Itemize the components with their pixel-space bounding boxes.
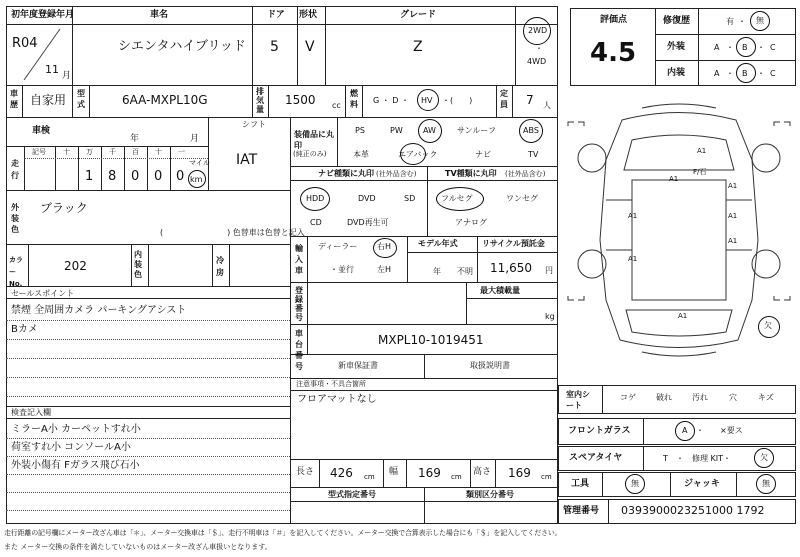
equip-abs: ABS xyxy=(523,126,539,135)
evaluation-score: 4.5 xyxy=(590,38,637,68)
repair-none: 無 xyxy=(756,16,764,25)
recycle-label: リサイクル預託金 xyxy=(482,239,545,248)
interior-dot2: ・ xyxy=(757,69,765,78)
door-value: 5 xyxy=(270,39,279,55)
body-value: 自家用 xyxy=(30,93,67,107)
mileage-digit-label-5: 一 xyxy=(178,148,185,156)
height-label: 高さ xyxy=(473,467,492,477)
grade-label: グレード xyxy=(400,10,437,20)
inspector-line-1: ミラーA小 カーペットすれ小 xyxy=(11,424,141,435)
diag-mark-6: A1 xyxy=(628,255,638,263)
spare-t: T xyxy=(663,454,668,463)
interior-c: C xyxy=(770,69,776,78)
first-reg-label: 初年度登録年月 xyxy=(11,10,75,20)
drive-4wd: 4WD xyxy=(527,57,547,66)
sheet-scratch: キズ xyxy=(758,393,774,402)
car-diagram xyxy=(562,100,796,380)
jack-none: 無 xyxy=(762,479,770,488)
spare-repair: ・ 修理 KIT・ xyxy=(676,454,732,463)
shift-label: シフト xyxy=(242,120,266,129)
model-year-unknown: 不明 xyxy=(457,267,473,276)
nav-sd: SD xyxy=(404,194,416,203)
notes-value: フロアマットなし xyxy=(297,394,377,405)
windshield-x: ×要ス xyxy=(720,426,743,435)
equip-sunroof: サンルーフ xyxy=(457,126,496,135)
tv-fullseg: フルセグ xyxy=(441,194,473,203)
equip-aw: AW xyxy=(423,126,436,135)
spare-label: スペアタイヤ xyxy=(569,453,623,463)
disp-value: 1500 xyxy=(285,93,316,107)
height-unit: cm xyxy=(541,473,552,481)
mgmt-label: 管理番号 xyxy=(563,506,600,516)
sales-line-1: 禁煙 全周囲カメラ パーキングアシスト xyxy=(11,305,187,316)
mileage-label: 走行 xyxy=(11,159,19,180)
nav-dvd-play: DVD再生可 xyxy=(347,218,389,227)
fuel-other: ・( ) xyxy=(442,96,473,105)
shift-value: IAT xyxy=(236,152,258,168)
inspector-line-2: 荷室すれ小 コンソールA小 xyxy=(11,442,131,453)
door-label: ドア xyxy=(267,10,285,20)
drive-2wd: 2WD xyxy=(528,26,548,35)
equip-pw: PW xyxy=(390,126,403,135)
interior-a: A xyxy=(714,69,720,78)
class-label: 類別区分番号 xyxy=(466,490,514,499)
mileage-digit-2: 0 xyxy=(131,169,140,184)
height-value: 169 xyxy=(508,466,531,480)
car-name-value: シエンタハイブリッド xyxy=(118,39,246,54)
equipment-label: 装備品に丸印 xyxy=(294,130,334,150)
tv-oneseg: ワンセグ xyxy=(506,194,538,203)
mgmt-value: 0393900023251000 1792 xyxy=(621,504,765,517)
recycle-unit: 円 xyxy=(545,266,553,275)
shape-label: 形状 xyxy=(299,10,318,20)
repair-dot: ・ xyxy=(738,17,746,26)
diag-mark-7: A1 xyxy=(678,312,688,320)
tv-sub: (社外品含む) xyxy=(505,170,546,178)
cooler-label: 冷房 xyxy=(216,256,224,277)
first-reg-month-unit: 月 xyxy=(62,71,72,81)
sheet-hole: 穴 xyxy=(729,393,737,402)
nav-dvd: DVD xyxy=(358,194,376,203)
grade-value: Z xyxy=(413,39,423,55)
exterior-dot2: ・ xyxy=(757,43,765,52)
inspection-month: 月 xyxy=(190,134,200,144)
repair-yes: 有 xyxy=(726,17,734,26)
mileage-digit-label-0: 十 xyxy=(63,148,70,156)
fuel-options: G ・ D ・ xyxy=(373,96,409,105)
nav-label: ナビ種類に丸印 xyxy=(318,169,374,178)
drive-dot: ・ xyxy=(535,44,543,53)
width-unit: cm xyxy=(451,473,462,481)
import-label: 輸入車 xyxy=(295,244,303,275)
mileage-mile-label: マイル xyxy=(189,159,210,167)
mileage-digit-3: 0 xyxy=(154,169,163,184)
length-value: 426 xyxy=(330,466,353,480)
sheet-dirt: 汚れ xyxy=(692,393,708,402)
model-year-label: モデル年式 xyxy=(418,239,458,248)
windshield-sep: ・ xyxy=(696,426,704,435)
exterior-b: B xyxy=(742,43,748,52)
recycle-value: 11,650 xyxy=(490,261,532,275)
width-label: 幅 xyxy=(389,467,399,477)
interior-b: B xyxy=(742,69,748,78)
equip-navi: ナビ xyxy=(475,150,491,159)
equipment-sub: (純正のみ) xyxy=(293,150,327,158)
footer-line-2: また メーター交換の条件を満たしていないものはメーター改ざん車扱いとなります。 xyxy=(4,543,272,551)
max-load-unit: kg xyxy=(545,312,555,321)
evaluation-label: 評価点 xyxy=(600,15,628,25)
nav-cd: CD xyxy=(310,218,322,227)
jack-label: ジャッキ xyxy=(684,479,720,489)
import-left: 左H xyxy=(377,265,392,274)
interior-dot1: ・ xyxy=(726,69,734,78)
warranty-new: 新車保証書 xyxy=(338,361,378,370)
diag-mark-5: A1 xyxy=(728,237,738,245)
import-parallel: ・並行 xyxy=(330,265,354,274)
tools-label: 工具 xyxy=(571,479,590,489)
mileage-km: km xyxy=(190,175,203,184)
length-unit: cm xyxy=(364,473,375,481)
tools-none: 無 xyxy=(631,479,639,488)
tv-label: TV種類に丸印 xyxy=(445,169,497,178)
inspector-line-3: 外装小傷有 Fガラス飛び石小 xyxy=(11,460,140,471)
interior-label: 内装 xyxy=(667,68,686,78)
spare-none: 欠 xyxy=(760,453,768,462)
fuel-hv: HV xyxy=(421,96,433,105)
import-right: 右H xyxy=(377,242,392,251)
diag-mark-1: A1 xyxy=(697,147,707,155)
equip-ps: PS xyxy=(355,126,365,135)
equip-tv: TV xyxy=(528,150,539,159)
windshield-a: A xyxy=(682,426,688,435)
model-label: 型式 xyxy=(77,89,85,109)
inspection-year: 年 xyxy=(130,134,140,144)
chassis-label: 車台番号 xyxy=(295,329,303,371)
equip-airbag: エアバック xyxy=(398,150,438,159)
nav-sub: (社外品含む) xyxy=(376,170,417,178)
mileage-mark-label: 記号 xyxy=(32,148,46,156)
model-value: 6AA-MXPL10G xyxy=(122,93,208,107)
reg-no-label: 登録番号 xyxy=(295,286,303,322)
mileage-digit-label-3: 百 xyxy=(132,148,139,156)
first-reg-month: 11 xyxy=(45,63,59,76)
cap-label: 定員 xyxy=(500,89,508,109)
mileage-digit-label-4: 十 xyxy=(155,148,162,156)
inspector-label: 検査記入欄 xyxy=(11,408,51,417)
interior-color-label: 内装色 xyxy=(134,250,142,279)
disp-unit: cc xyxy=(332,101,341,110)
mileage-digit-label-1: 万 xyxy=(86,148,93,156)
equip-leather: 本革 xyxy=(353,150,369,159)
shape-value: V xyxy=(305,39,315,55)
first-reg-era: R04 xyxy=(12,36,38,51)
max-load-label: 最大積載量 xyxy=(480,286,520,295)
nav-hdd: HDD xyxy=(306,194,325,203)
car-name-label: 車名 xyxy=(150,10,169,20)
sales-label: セールスポイント xyxy=(11,289,75,298)
repair-label: 修復歴 xyxy=(663,16,691,26)
type-spec-label: 型式指定番号 xyxy=(328,490,376,499)
color-no-label: カラーNo. xyxy=(9,256,23,288)
import-dealer: ディーラー xyxy=(318,242,358,251)
diag-mark-3: A1 xyxy=(728,182,738,190)
chassis-value: MXPL10-1019451 xyxy=(378,333,484,347)
mileage-digit-4: 0 xyxy=(176,169,185,184)
cap-value: 7 xyxy=(526,93,534,107)
exterior-a: A xyxy=(714,43,720,52)
exterior-c: C xyxy=(770,43,776,52)
model-year-year: 年 xyxy=(433,267,441,276)
color-value: ブラック xyxy=(40,201,88,215)
interior-sheet-label: 室内シート xyxy=(566,390,590,410)
color-no-value: 202 xyxy=(64,259,87,273)
sheet-tear: 破れ xyxy=(656,393,672,402)
notes-label: 注意事項・不具合箇所 xyxy=(296,380,366,388)
footer-line-1: 走行距離の記号欄にメーター改ざん車は「＊」、メーター交換車は「＄」、走行不明車は「＃」を記入してください。メーター交換で合算表示した場合にも「＄」を記入してください。 xyxy=(4,529,562,537)
sheet-burn: コゲ xyxy=(620,393,636,402)
exterior-label: 外装 xyxy=(667,42,686,52)
diag-missing: 欠 xyxy=(764,321,772,330)
diag-mark-2: A1 xyxy=(628,212,638,220)
diag-front-right: F/石 xyxy=(693,168,707,176)
mileage-digit-1: 8 xyxy=(108,169,117,184)
diag-mark-4: A1 xyxy=(728,212,738,220)
tv-analog: アナログ xyxy=(455,218,487,227)
fuel-label: 燃料 xyxy=(350,89,358,109)
diag-front: A1 xyxy=(669,175,679,183)
exterior-dot1: ・ xyxy=(726,43,734,52)
sales-line-2: Bカメ xyxy=(11,324,38,335)
disp-label: 排気量 xyxy=(256,87,264,114)
inspection-label: 車検 xyxy=(32,126,51,136)
width-value: 169 xyxy=(418,466,441,480)
body-label: 車歴 xyxy=(10,89,18,109)
color-label: 外装色 xyxy=(11,203,19,234)
mileage-digit-label-2: 千 xyxy=(109,148,116,156)
warranty-manual: 取扱説明書 xyxy=(470,361,510,370)
mileage-digit-0: 1 xyxy=(85,169,94,184)
windshield-label: フロントガラス xyxy=(568,426,631,436)
cap-unit: 人 xyxy=(543,101,551,110)
length-label: 長さ xyxy=(296,467,315,477)
color-note: ( ) 色替車は色替と記入 xyxy=(160,228,305,237)
